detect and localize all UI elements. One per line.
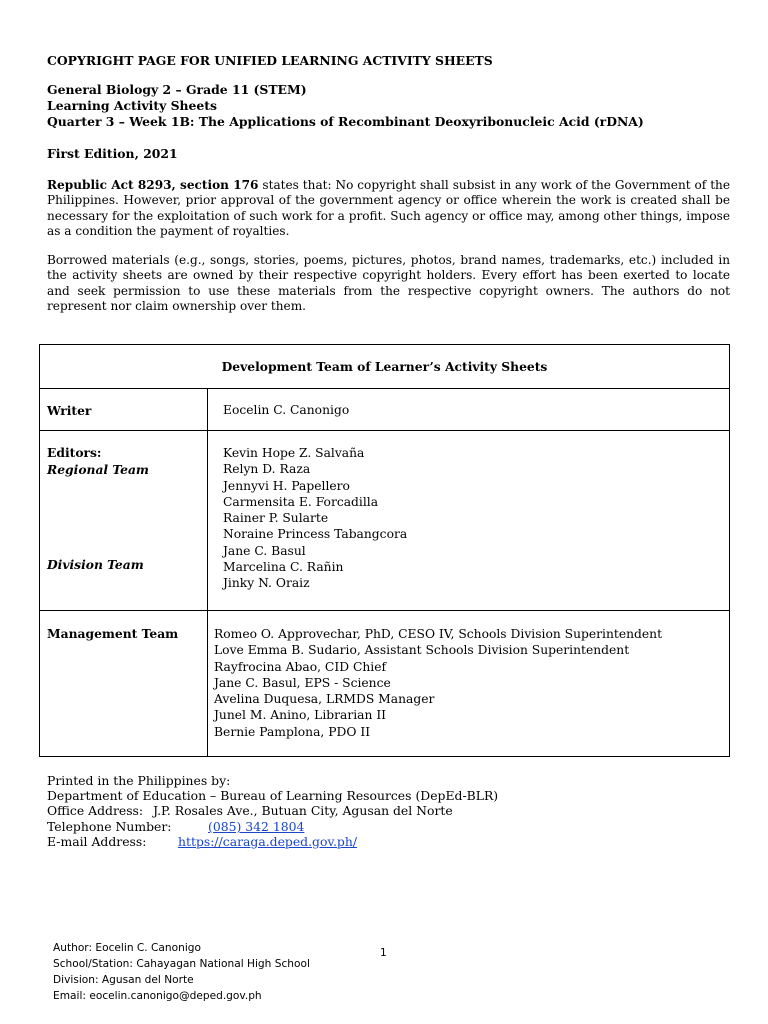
management-member: Junel M. Anino, Librarian II	[214, 708, 387, 723]
office-address: J.P. Rosales Ave., Butuan City, Agusan del Norte	[153, 803, 453, 818]
page-footer	[53, 940, 310, 1004]
writer-label: Writer	[47, 403, 92, 418]
editor-name: Marcelina C. Rañin	[223, 560, 344, 575]
printed-by: Printed in the Philippines by:	[47, 773, 231, 788]
editors-cell	[208, 431, 730, 611]
writer-label-cell	[40, 389, 208, 431]
quarter-heading: Quarter 3 – Week 1B: The Applications of Recombinant Deoxyribonucleic Acid (rDNA)	[47, 114, 644, 129]
telephone-row	[47, 819, 305, 834]
page-title: COPYRIGHT PAGE FOR UNIFIED LEARNING ACTIVITY SHEETS	[47, 53, 493, 68]
telephone-label: Telephone Number:	[47, 819, 172, 834]
email-label: E-mail Address:	[47, 834, 147, 849]
management-member: Rayfrocina Abao, CID Chief	[214, 659, 387, 674]
borrowed-materials-paragraph: Borrowed materials (e.g., songs, stories, poems, pictures, photos, brand names, trademarks, etc.) included in the activity sheets are owned by their respective copyright holders. Every effort has been exerted to locate and seek permission to use these materials from the respective copyright owners. The authors do not represent nor claim ownership over them.	[47, 253, 730, 313]
footer-author: Author: Eocelin C. Canonigo	[53, 942, 201, 954]
footer-division: Division: Agusan del Norte	[53, 974, 194, 986]
editor-name: Rainer P. Sularte	[223, 511, 329, 526]
editors-label-cell	[40, 431, 208, 611]
edition-heading: First Edition, 2021	[47, 146, 178, 161]
editor-name: Jane C. Basul	[223, 543, 306, 558]
development-team-table	[39, 344, 730, 757]
email-row	[47, 834, 357, 849]
management-label: Management Team	[47, 626, 179, 641]
management-member: Jane C. Basul, EPS - Science	[214, 675, 391, 690]
team-table-title: Development Team of Learner’s Activity Sheets	[40, 345, 730, 389]
subject-heading: General Biology 2 – Grade 11 (STEM)	[47, 82, 307, 97]
writer-cell	[208, 389, 730, 431]
writer-name: Eocelin C. Canonigo	[223, 403, 350, 417]
editor-name: Noraine Princess Tabangcora	[223, 527, 408, 542]
editor-name: Carmensita E. Forcadilla	[223, 494, 379, 509]
management-member: Love Emma B. Sudario, Assistant Schools Division Superintendent	[214, 643, 630, 658]
footer-school: School/Station: Cahayagan National High School	[53, 958, 310, 970]
management-member: Avelina Duquesa, LRMDS Manager	[214, 692, 435, 707]
department-name: Department of Education – Bureau of Learning Resources (DepEd-BLR)	[47, 788, 499, 803]
footer-email: Email: eocelin.canonigo@deped.gov.ph	[53, 990, 262, 1002]
act-reference: Republic Act 8293, section 176	[47, 178, 259, 192]
telephone-link[interactable]: (085) 342 1804	[208, 819, 305, 834]
editor-name: Relyn D. Raza	[223, 462, 311, 477]
website-link[interactable]: https://caraga.deped.gov.ph/	[178, 834, 357, 849]
editor-name: Jinky N. Oraiz	[223, 576, 310, 591]
office-address-row	[47, 803, 453, 818]
management-member: Romeo O. Approvechar, PhD, CESO IV, Schools Division Superintendent	[214, 627, 663, 641]
office-address-label: Office Address:	[47, 803, 144, 818]
editors-label: Editors:	[47, 445, 102, 460]
division-team-label: Division Team	[47, 557, 144, 572]
page-number: 1	[380, 947, 387, 959]
management-cell	[208, 611, 730, 757]
management-member: Bernie Pamplona, PDO II	[214, 724, 371, 739]
management-label-cell	[40, 611, 208, 757]
regional-team-label: Regional Team	[47, 462, 149, 477]
editor-name: Jennyvi H. Papellero	[223, 478, 350, 493]
act-text: states that: No copyright shall subsist in any work of the Government of the Philippines. However, prior approval of the government agency or office wherein the work is created shall be necessary for the exploitation of such work for a profit. Such agency or office may, among other things, impose as a condition the payment of royalties.	[47, 178, 730, 238]
copyright-paragraph	[47, 178, 730, 239]
editor-name: Kevin Hope Z. Salvaña	[223, 446, 365, 460]
document-type-heading: Learning Activity Sheets	[47, 98, 218, 113]
